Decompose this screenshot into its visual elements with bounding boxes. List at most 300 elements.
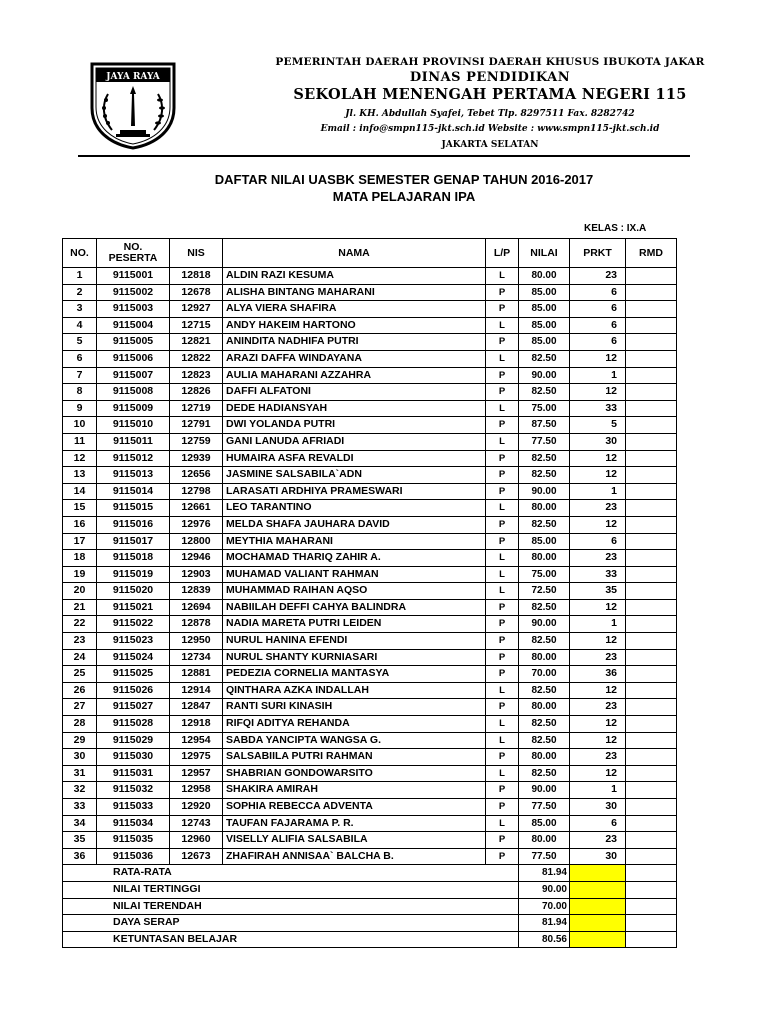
cell-nama: QINTHARA AZKA INDALLAH [223,682,486,699]
cell-no: 14 [63,483,97,500]
cell-no: 28 [63,716,97,733]
cell-nama: DWI YOLANDA PUTRI [223,417,486,434]
cell-peserta: 9115007 [97,367,170,384]
cell-no: 10 [63,417,97,434]
cell-nama: ZHAFIRAH ANNISAA` BALCHA B. [223,848,486,865]
cell-nis: 12839 [170,583,223,600]
cell-lp: L [486,350,519,367]
cell-rmd [626,284,677,301]
cell-rmd [626,799,677,816]
contact-line: Email : info@smpn115-jkt.sch.id Website : www.smpn115-jkt.sch.id [320,124,660,134]
cell-nis: 12918 [170,716,223,733]
table-row [63,400,677,417]
cell-lp: P [486,367,519,384]
cell-nilai: 85.00 [519,815,570,832]
summary-rmd-cell [626,915,677,932]
cell-rmd [626,666,677,683]
cell-no: 16 [63,516,97,533]
letterhead [0,0,768,160]
cell-lp: L [486,317,519,334]
cell-lp: P [486,417,519,434]
document-subtitle: MATA PELAJARAN IPA [332,189,476,204]
cell-no: 17 [63,533,97,550]
school-name: SEKOLAH MENENGAH PERTAMA NEGERI 115 [293,86,687,103]
table-row [63,799,677,816]
cell-rmd [626,682,677,699]
header-nama: NAMA [223,239,486,268]
cell-nis: 12818 [170,268,223,285]
cell-nama: LEO TARANTINO [223,500,486,517]
header-nis: NIS [170,239,223,268]
cell-lp: P [486,666,519,683]
cell-peserta: 9115036 [97,848,170,865]
cell-nis: 12826 [170,384,223,401]
cell-nama: GANI LANUDA AFRIADI [223,433,486,450]
header-rmd: RMD [626,239,677,268]
cell-nis: 12847 [170,699,223,716]
cell-nama: MEYTHIA MAHARANI [223,533,486,550]
cell-rmd [626,500,677,517]
cell-nis: 12878 [170,616,223,633]
cell-rmd [626,533,677,550]
cell-no: 21 [63,599,97,616]
cell-rmd [626,583,677,600]
cell-nilai: 90.00 [519,782,570,799]
cell-rmd [626,566,677,583]
cell-prkt: 35 [570,583,626,600]
cell-nama: ALISHA BINTANG MAHARANI [223,284,486,301]
cell-no: 23 [63,633,97,650]
cell-peserta: 9115025 [97,666,170,683]
cell-peserta: 9115032 [97,782,170,799]
cell-rmd [626,716,677,733]
cell-nilai: 75.00 [519,400,570,417]
jaya-raya-emblem-icon [86,60,180,150]
cell-nis: 12800 [170,533,223,550]
cell-peserta: 9115011 [97,433,170,450]
cell-rmd [626,367,677,384]
class-label: KELAS : IX.A [584,223,647,234]
cell-lp: L [486,550,519,567]
cell-nama: SHABRIAN GONDOWARSITO [223,765,486,782]
table-row [63,848,677,865]
cell-prkt: 23 [570,749,626,766]
cell-peserta: 9115014 [97,483,170,500]
cell-lp: P [486,467,519,484]
cell-nis: 12656 [170,467,223,484]
cell-nama: MUHAMAD VALIANT RAHMAN [223,566,486,583]
cell-nis: 12715 [170,317,223,334]
cell-nilai: 82.50 [519,384,570,401]
cell-prkt: 30 [570,848,626,865]
cell-lp: L [486,433,519,450]
cell-rmd [626,400,677,417]
summary-rmd-cell [626,881,677,898]
cell-peserta: 9115019 [97,566,170,583]
cell-nama: AULIA MAHARANI AZZAHRA [223,367,486,384]
table-row [63,666,677,683]
cell-nis: 12759 [170,433,223,450]
summary-row [63,865,677,882]
cell-prkt: 6 [570,815,626,832]
cell-no: 3 [63,301,97,318]
cell-nilai: 77.50 [519,433,570,450]
cell-lp: P [486,633,519,650]
cell-prkt: 12 [570,682,626,699]
cell-lp: L [486,500,519,517]
cell-prkt: 12 [570,384,626,401]
cell-nis: 12743 [170,815,223,832]
cell-nis: 12734 [170,649,223,666]
cell-nilai: 70.00 [519,666,570,683]
letterhead-divider [78,155,690,157]
cell-no: 19 [63,566,97,583]
table-row [63,749,677,766]
cell-nama: DAFFI ALFATONI [223,384,486,401]
cell-rmd [626,433,677,450]
summary-label: RATA-RATA [63,865,519,882]
cell-nis: 12903 [170,566,223,583]
cell-nilai: 85.00 [519,301,570,318]
cell-rmd [626,550,677,567]
cell-lp: L [486,268,519,285]
cell-no: 1 [63,268,97,285]
cell-lp: L [486,765,519,782]
cell-lp: P [486,649,519,666]
cell-nama: NADIA MARETA PUTRI LEIDEN [223,616,486,633]
cell-prkt: 12 [570,716,626,733]
cell-peserta: 9115003 [97,301,170,318]
table-row [63,284,677,301]
table-row [63,350,677,367]
cell-lp: P [486,384,519,401]
cell-no: 15 [63,500,97,517]
table-row [63,566,677,583]
cell-nilai: 90.00 [519,367,570,384]
cell-peserta: 9115026 [97,682,170,699]
cell-rmd [626,832,677,849]
cell-no: 32 [63,782,97,799]
table-row [63,616,677,633]
cell-nis: 12946 [170,550,223,567]
cell-peserta: 9115016 [97,516,170,533]
summary-row [63,898,677,915]
table-row [63,633,677,650]
cell-no: 29 [63,732,97,749]
cell-nama: SALSABIILA PUTRI RAHMAN [223,749,486,766]
cell-lp: L [486,566,519,583]
cell-prkt: 1 [570,616,626,633]
cell-lp: P [486,516,519,533]
summary-rmd-cell [626,931,677,948]
cell-no: 25 [63,666,97,683]
cell-nilai: 82.50 [519,516,570,533]
summary-rmd-cell [626,865,677,882]
cell-no: 8 [63,384,97,401]
cell-no: 9 [63,400,97,417]
table-row [63,268,677,285]
cell-nilai: 80.00 [519,832,570,849]
cell-lp: P [486,799,519,816]
summary-value: 80.56 [519,931,570,948]
cell-nilai: 90.00 [519,483,570,500]
cell-nilai: 82.50 [519,599,570,616]
cell-nilai: 90.00 [519,616,570,633]
table-row [63,550,677,567]
cell-no: 24 [63,649,97,666]
cell-prkt: 12 [570,765,626,782]
cell-nis: 12791 [170,417,223,434]
cell-peserta: 9115020 [97,583,170,600]
cell-lp: P [486,699,519,716]
cell-nis: 12957 [170,765,223,782]
cell-nis: 12821 [170,334,223,351]
table-row [63,583,677,600]
cell-nilai: 80.00 [519,268,570,285]
cell-nis: 12958 [170,782,223,799]
cell-nilai: 80.00 [519,749,570,766]
cell-rmd [626,848,677,865]
cell-rmd [626,732,677,749]
cell-prkt: 33 [570,566,626,583]
cell-prkt: 12 [570,732,626,749]
cell-peserta: 9115006 [97,350,170,367]
department-line: DINAS PENDIDIKAN [409,70,571,85]
cell-no: 7 [63,367,97,384]
cell-peserta: 9115017 [97,533,170,550]
cell-nilai: 82.50 [519,633,570,650]
header-lp: L/P [486,239,519,268]
cell-no: 4 [63,317,97,334]
summary-value: 70.00 [519,898,570,915]
cell-nama: MELDA SHAFA JAUHARA DAVID [223,516,486,533]
cell-rmd [626,301,677,318]
table-row [63,682,677,699]
cell-nilai: 82.50 [519,765,570,782]
cell-nama: MOCHAMAD THARIQ ZAHIR A. [223,550,486,567]
cell-lp: L [486,716,519,733]
cell-lp: P [486,616,519,633]
cell-prkt: 6 [570,317,626,334]
cell-prkt: 1 [570,367,626,384]
cell-prkt: 23 [570,832,626,849]
cell-rmd [626,483,677,500]
cell-no: 33 [63,799,97,816]
cell-nis: 12823 [170,367,223,384]
header-peserta: NO. PESERTA [97,239,170,268]
summary-row [63,915,677,932]
cell-peserta: 9115022 [97,616,170,633]
cell-rmd [626,350,677,367]
summary-row [63,931,677,948]
cell-rmd [626,384,677,401]
table-row [63,516,677,533]
table-header-row [63,239,677,268]
table-row [63,765,677,782]
cell-no: 36 [63,848,97,865]
cell-prkt: 1 [570,483,626,500]
cell-peserta: 9115004 [97,317,170,334]
city-line: JAKARTA SELATAN [441,140,539,150]
cell-no: 30 [63,749,97,766]
table-row [63,782,677,799]
cell-peserta: 9115030 [97,749,170,766]
cell-lp: P [486,848,519,865]
cell-nilai: 85.00 [519,284,570,301]
cell-no: 31 [63,765,97,782]
cell-lp: P [486,782,519,799]
cell-peserta: 9115012 [97,450,170,467]
cell-peserta: 9115029 [97,732,170,749]
cell-nis: 12673 [170,848,223,865]
cell-nilai: 80.00 [519,550,570,567]
table-row [63,367,677,384]
header-no: NO. [63,239,97,268]
cell-no: 22 [63,616,97,633]
cell-nis: 12950 [170,633,223,650]
cell-peserta: 9115033 [97,799,170,816]
cell-prkt: 23 [570,699,626,716]
cell-prkt: 12 [570,516,626,533]
cell-rmd [626,699,677,716]
cell-prkt: 6 [570,301,626,318]
cell-no: 2 [63,284,97,301]
cell-prkt: 36 [570,666,626,683]
table-row [63,317,677,334]
cell-prkt: 12 [570,450,626,467]
summary-highlight-cell [570,881,626,898]
table-row [63,417,677,434]
cell-rmd [626,268,677,285]
cell-nis: 12678 [170,284,223,301]
cell-nis: 12694 [170,599,223,616]
cell-nis: 12920 [170,799,223,816]
cell-lp: P [486,599,519,616]
cell-prkt: 12 [570,350,626,367]
cell-rmd [626,599,677,616]
cell-rmd [626,749,677,766]
summary-value: 81.94 [519,915,570,932]
cell-peserta: 9115001 [97,268,170,285]
cell-nama: MUHAMMAD RAIHAN AQSO [223,583,486,600]
header-nilai: NILAI [519,239,570,268]
cell-no: 12 [63,450,97,467]
cell-nama: RIFQI ADITYA REHANDA [223,716,486,733]
table-row [63,500,677,517]
cell-no: 18 [63,550,97,567]
cell-prkt: 6 [570,334,626,351]
cell-peserta: 9115031 [97,765,170,782]
summary-label: NILAI TERENDAH [63,898,519,915]
cell-nama: ALDIN RAZI KESUMA [223,268,486,285]
cell-nama: NABIILAH DEFFI CAHYA BALINDRA [223,599,486,616]
cell-prkt: 23 [570,500,626,517]
cell-no: 27 [63,699,97,716]
cell-rmd [626,782,677,799]
cell-nilai: 80.00 [519,649,570,666]
cell-lp: P [486,749,519,766]
summary-label: DAYA SERAP [63,915,519,932]
cell-nilai: 80.00 [519,500,570,517]
cell-lp: L [486,583,519,600]
cell-no: 11 [63,433,97,450]
cell-nis: 12914 [170,682,223,699]
cell-prkt: 30 [570,433,626,450]
cell-peserta: 9115035 [97,832,170,849]
cell-nis: 12975 [170,749,223,766]
cell-lp: P [486,832,519,849]
cell-nilai: 75.00 [519,566,570,583]
table-row [63,815,677,832]
cell-peserta: 9115013 [97,467,170,484]
table-row [63,334,677,351]
cell-nis: 12960 [170,832,223,849]
cell-peserta: 9115008 [97,384,170,401]
cell-nis: 12954 [170,732,223,749]
cell-nama: NURUL HANINA EFENDI [223,633,486,650]
cell-nama: SABDA YANCIPTA WANGSA G. [223,732,486,749]
cell-nilai: 85.00 [519,533,570,550]
summary-highlight-cell [570,915,626,932]
cell-prkt: 5 [570,417,626,434]
cell-peserta: 9115034 [97,815,170,832]
address-line: Jl. KH. Abdullah Syafei, Tebet Tlp. 8297511 Fax. 8282742 [345,109,635,119]
logo-text: JAYA RAYA [106,72,160,82]
cell-nama: ALYA VIERA SHAFIRA [223,301,486,318]
document-title: DAFTAR NILAI UASBK SEMESTER GENAP TAHUN 2016-2017 [214,172,594,187]
cell-prkt: 6 [570,533,626,550]
cell-nis: 12881 [170,666,223,683]
cell-prkt: 30 [570,799,626,816]
table-row [63,832,677,849]
summary-highlight-cell [570,898,626,915]
cell-nama: DEDE HADIANSYAH [223,400,486,417]
table-row [63,699,677,716]
cell-prkt: 12 [570,633,626,650]
header-prkt: PRKT [570,239,626,268]
cell-lp: P [486,483,519,500]
cell-rmd [626,317,677,334]
cell-lp: L [486,815,519,832]
cell-rmd [626,633,677,650]
cell-nama: RANTI SURI KINASIH [223,699,486,716]
table-row [63,483,677,500]
cell-no: 6 [63,350,97,367]
cell-lp: P [486,450,519,467]
cell-no: 13 [63,467,97,484]
cell-prkt: 33 [570,400,626,417]
cell-prkt: 23 [570,268,626,285]
cell-peserta: 9115023 [97,633,170,650]
summary-highlight-cell [570,865,626,882]
cell-nama: TAUFAN FAJARAMA P. R. [223,815,486,832]
cell-prkt: 23 [570,550,626,567]
cell-lp: L [486,732,519,749]
cell-lp: P [486,301,519,318]
cell-peserta: 9115005 [97,334,170,351]
cell-peserta: 9115015 [97,500,170,517]
cell-nama: PEDEZIA CORNELIA MANTASYA [223,666,486,683]
cell-peserta: 9115028 [97,716,170,733]
cell-nilai: 82.50 [519,467,570,484]
table-row [63,649,677,666]
cell-rmd [626,765,677,782]
cell-lp: P [486,284,519,301]
summary-rmd-cell [626,898,677,915]
cell-nis: 12939 [170,450,223,467]
cell-rmd [626,815,677,832]
cell-nama: SHAKIRA AMIRAH [223,782,486,799]
